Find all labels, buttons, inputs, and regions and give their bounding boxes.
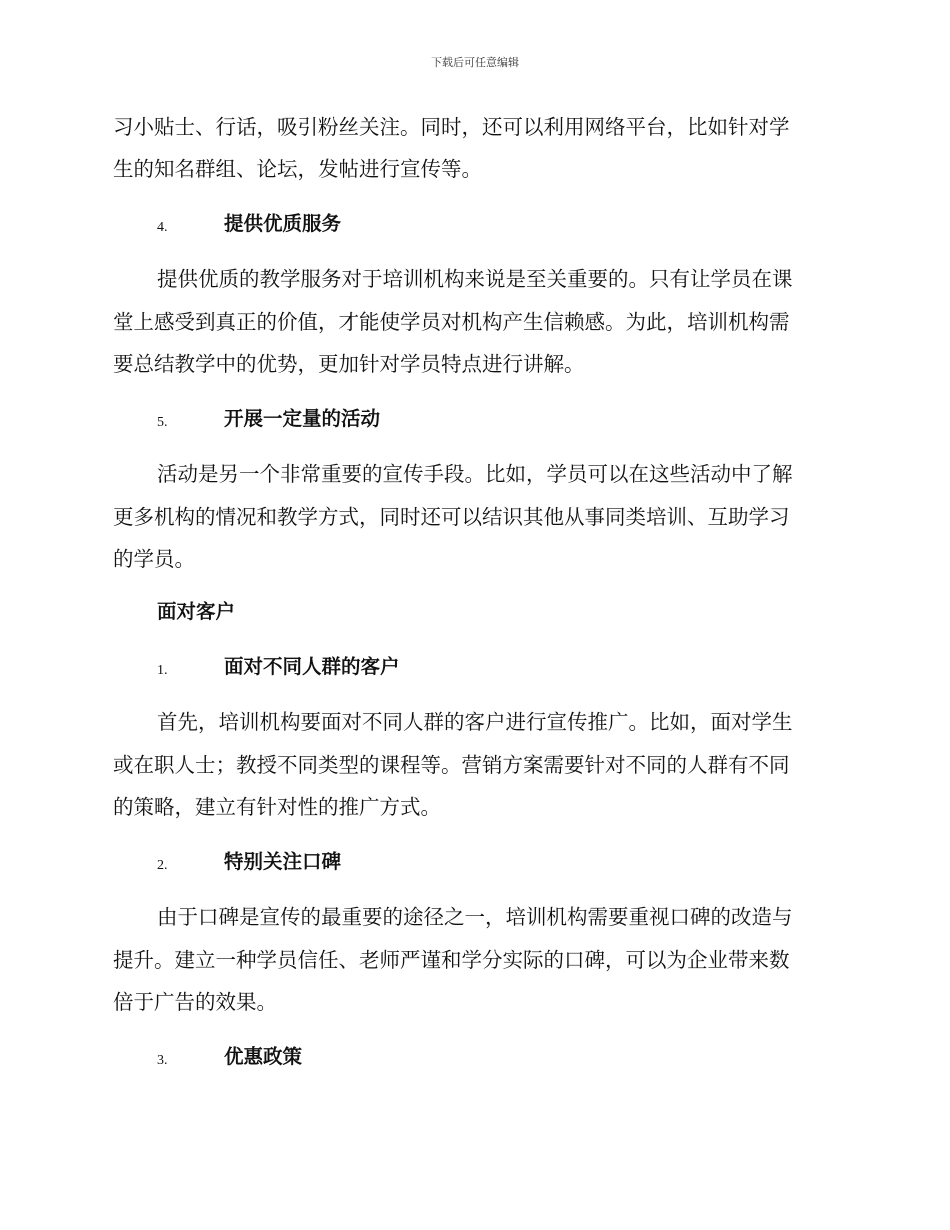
paragraph-text: 首先，培训机构要面对不同人群的客户进行宣传推广。比如，面对学生 [157, 710, 793, 734]
paragraph-text: 堂上感受到真正的价值，才能使学员对机构产生信赖感。为此，培训机构需 [113, 310, 790, 334]
heading-title: 优惠政策 [224, 1045, 303, 1068]
heading-number: 1. [157, 663, 168, 678]
heading-number: 2. [157, 858, 168, 873]
paragraph-text: 倍于广告的效果。 [113, 990, 277, 1014]
heading-title: 特别关注口碑 [224, 850, 342, 873]
paragraph-text: 习小贴士、行话，吸引粉丝关注。同时，还可以利用网络平台，比如针对学 [113, 115, 790, 139]
paragraph-text: 提升。建立一种学员信任、老师严谨和学分实际的口碑，可以为企业带来数 [113, 948, 790, 972]
page-header: 下载后可任意编辑 [431, 56, 519, 69]
heading-number: 5. [157, 415, 168, 430]
paragraph-text: 提供优质的教学服务对于培训机构来说是至关重要的。只有让学员在课 [157, 267, 793, 291]
paragraph-text: 或在职人士；教授不同类型的课程等。营销方案需要针对不同的人群有不同 [113, 753, 790, 777]
paragraph-text: 更多机构的情况和教学方式，同时还可以结识其他从事同类培训、互助学习 [113, 505, 790, 529]
heading-number: 3. [157, 1053, 168, 1068]
paragraph-text: 活动是另一个非常重要的宣传手段。比如，学员可以在这些活动中了解 [157, 462, 793, 486]
paragraph-text: 生的知名群组、论坛，发帖进行宣传等。 [113, 157, 482, 181]
heading-title: 提供优质服务 [224, 212, 342, 235]
section-title: 面对客户 [157, 600, 236, 623]
heading-title: 面对不同人群的客户 [224, 655, 400, 678]
paragraph-text: 的学员。 [113, 547, 195, 571]
paragraph-text: 的策略，建立有针对性的推广方式。 [113, 795, 441, 819]
heading-number: 4. [157, 220, 168, 235]
heading-title: 开展一定量的活动 [224, 407, 381, 430]
paragraph-text: 由于口碑是宣传的最重要的途径之一，培训机构需要重视口碑的改造与 [157, 905, 793, 929]
paragraph-text: 要总结教学中的优势，更加针对学员特点进行讲解。 [113, 352, 585, 376]
